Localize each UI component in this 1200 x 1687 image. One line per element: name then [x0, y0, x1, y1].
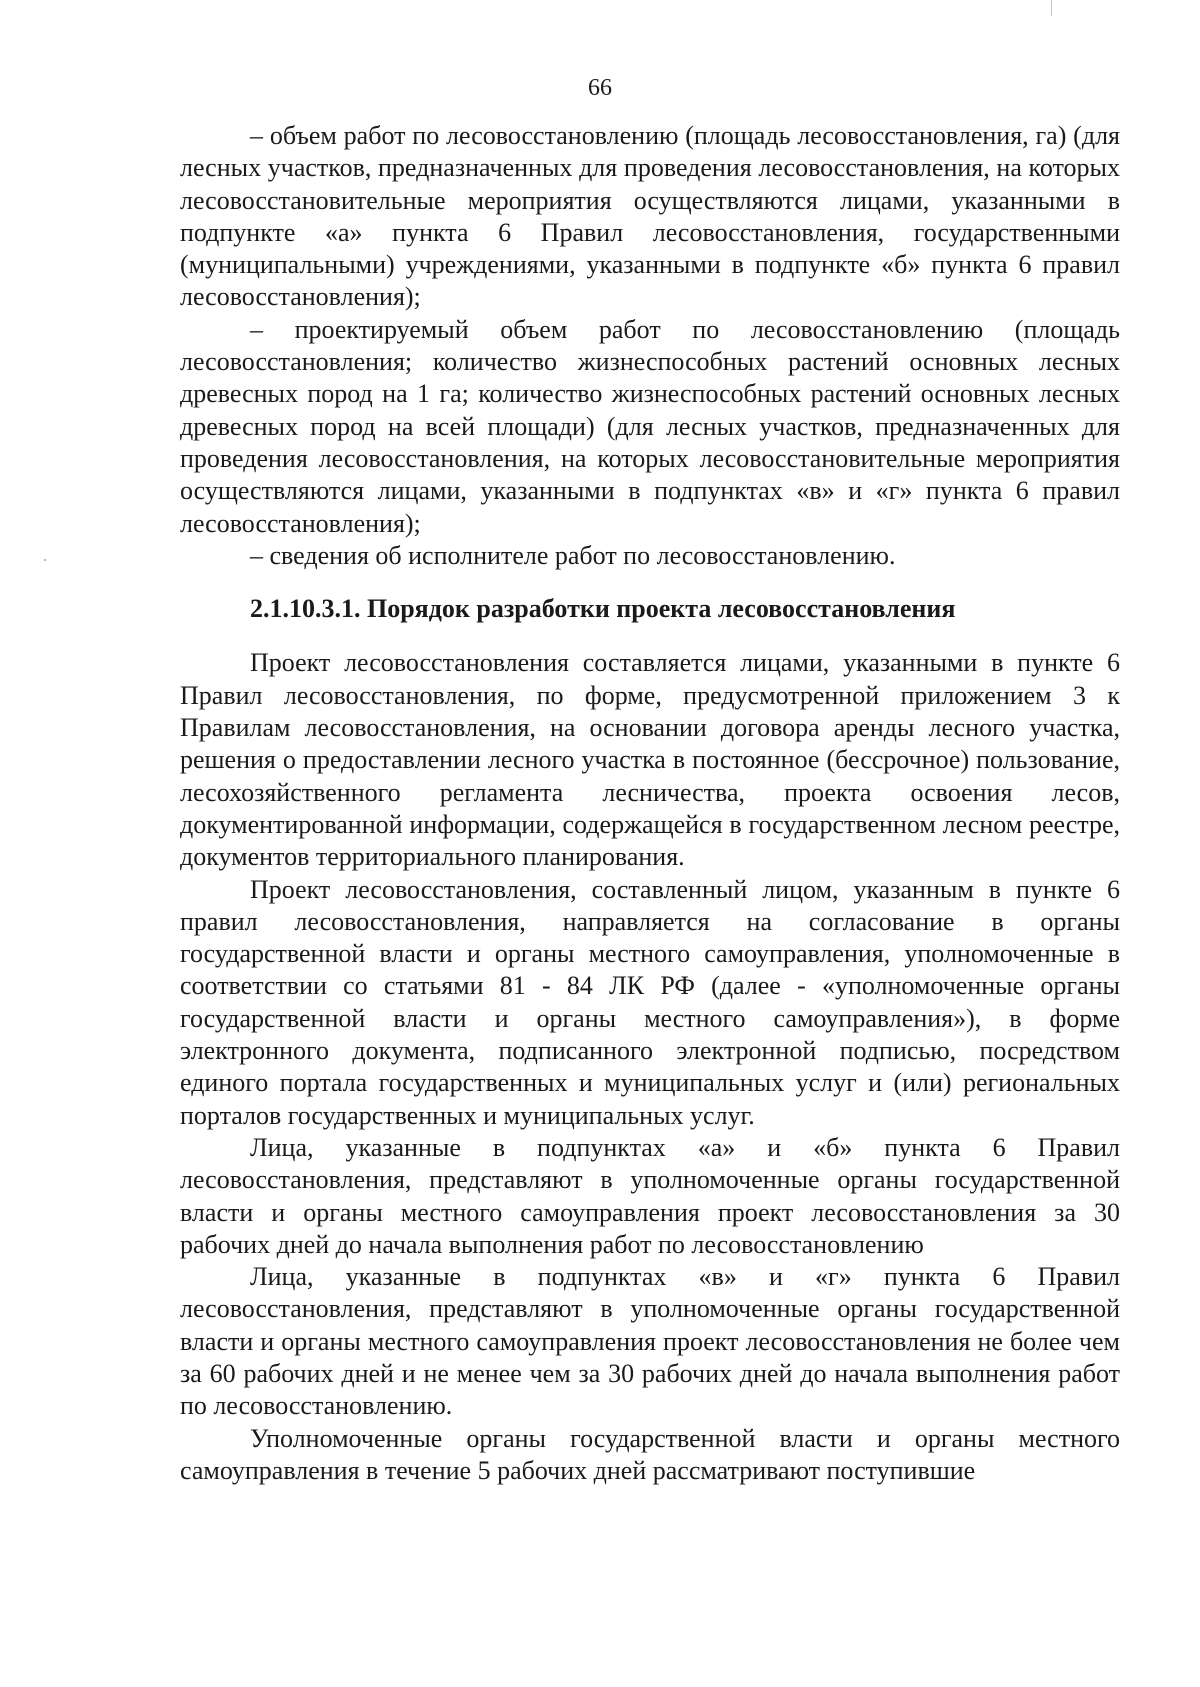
- scan-artifact-mark: [1051, 0, 1052, 16]
- paragraph-submission-v-g: Лица, указанные в подпунктах «в» и «г» пункта 6 Правил лесовосстановления, представляют в уполномоченные органы государственной власти и органы местного самоуправления проект лесовосстановления не более чем за 60 рабочих дней и не менее чем за 30 рабочих дней до начала выполнения работ по лесовосстановлению.: [180, 1262, 1120, 1421]
- scan-artifact-dot: [44, 559, 46, 561]
- paragraph-review-period: Уполномоченные органы государственной власти и органы местного самоуправления в течение 5 рабочих дней рассматривают поступившие: [180, 1423, 1120, 1485]
- list-item-work-volume: – объем работ по лесовосстановлению (площадь лесовосстановления, га) (для лесных участков, предназначенных для проведения лесовосстановления, на которых лесовосстановительные мероприятия осуществляются лицами, указанными в подпункте «а» пункта 6 Правил лесовосстановления, государственными (муниципальными) учреждениями, указанными в подпункте «б» пункта 6 правил лесовосстановления);: [180, 121, 1120, 312]
- paragraph-project-composition: Проект лесовосстановления составляется лицами, указанными в пункте 6 Правил лесовосстановления, по форме, предусмотренной приложением 3 к Правилам лесовосстановления, на основании договора аренды лесного участка, решения о предоставлении лесного участка в постоянное (бессрочное) пользование, лесохозяйственного регламента лесничества, проекта освоения лесов, документированной информации, содержащейся в государственном лесном реестре, документов территориального планирования.: [180, 648, 1120, 872]
- paragraph-project-approval: Проект лесовосстановления, составленный лицом, указанным в пункте 6 правил лесовосстановления, направляется на согласование в органы государственной власти и органы местного самоуправления, уполномоченные в соответствии со статьями 81 - 84 ЛК РФ (далее - «уполномоченные органы государственной власти и органы местного самоуправления»), в форме электронного документа, подписанного электронной подписью, посредством единого портала государственных и муниципальных услуг и (или) региональных порталов государственных и муниципальных услуг.: [180, 874, 1120, 1130]
- page-number: 66: [588, 75, 612, 101]
- list-item-contractor-info: – сведения об исполнителе работ по лесовосстановлению.: [250, 540, 896, 570]
- list-item-projected-volume: – проектируемый объем работ по лесовосстановлению (площадь лесовосстановления; количество жизнеспособных растений основных лесных древесных пород на 1 га; количество жизнеспособных растений основных лесных древесных пород на всей площади) (для лесных участков, предназначенных для проведения лесовосстановления, на которых лесовосстановительные мероприятия осуществляются лицами, указанными в подпунктах «в» и «г» пункта 6 правил лесовосстановления);: [180, 314, 1120, 538]
- paragraph-submission-a-b: Лица, указанные в подпунктах «а» и «б» пункта 6 Правил лесовосстановления, представляют в уполномоченные органы государственной власти и органы местного самоуправления проект лесовосстановления за 30 рабочих дней до начала выполнения работ по лесовосстановлению: [180, 1132, 1120, 1259]
- section-heading: 2.1.10.3.1. Порядок разработки проекта лесовосстановления: [250, 594, 956, 624]
- document-body: [180, 120, 1120, 1487]
